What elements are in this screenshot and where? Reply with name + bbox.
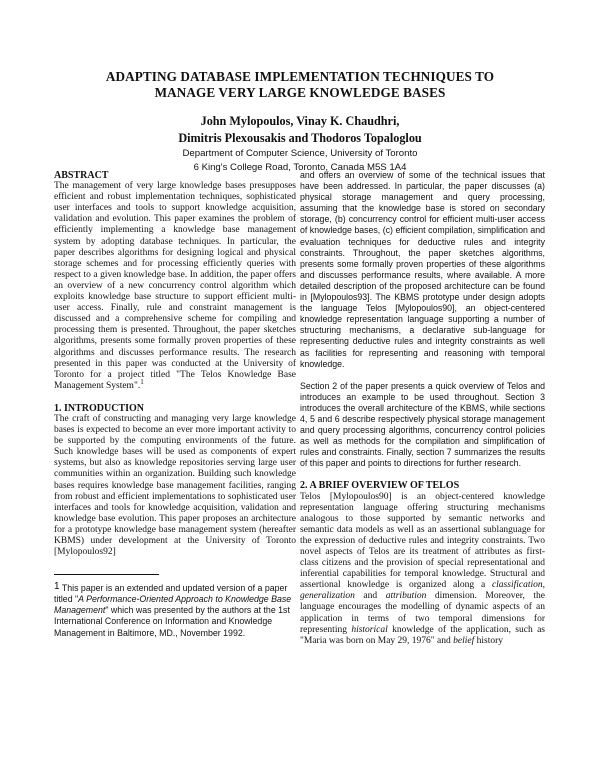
authors-line-1: John Mylopoulos, Vinay K. Chaudhri, (200, 114, 400, 128)
author-list (40, 113, 560, 147)
paper-title (40, 69, 560, 101)
affiliation-line-2: 6 King's College Road, Toronto, Canada M5S 1A4 (193, 161, 407, 173)
telos-text-3: knowledge of the application, such as "Maria was born on May 29, 1976" and (300, 624, 545, 646)
footnote-text-2: " which was presented by the authors at the 1st International Conference on Information and Knowledge Management in Baltimore, MD., November 1992. (54, 605, 290, 638)
term-historical: historical (351, 624, 388, 635)
intro-text: The craft of constructing and managing very large knowledge bases is expected to become an ever more important activity to be supported by the computing environments of the future. Such knowledge bases will be used as components of expert systems, but also as knowledge repositories serving large user communities within an organization. Building such knowledge bases requires knowledge base management facilities, ranging from robust and efficient implementations to sophisticated user interfaces and tools for knowledge acquisition, validation and knowledge base evolution. This paper proposes an architecture for a prototype knowledge base management system (hereafter KBMS) under development at the University of Toronto [Mylopoulos92] (54, 413, 296, 558)
paper-outline: Section 2 of the paper presents a quick overview of Telos and introduces an example to be used throughout. Section 3 introduces the overall architecture of the KBMS, while sections 4, 5 and 6 describe respectively physical storage management and query processing algorithms, concurrency control policies as well as methods for the compilation and simplification of rules and constraints. Finally, section 7 summarizes the results of this paper and points to directions for further research. (300, 380, 545, 469)
telos-and: and (354, 591, 386, 602)
telos-overview (300, 492, 545, 647)
authors-line-2: Dimitris Plexousakis and Thodoros Topaloglou (178, 131, 422, 145)
abstract-text (54, 181, 296, 392)
title-line-1: ADAPTING DATABASE IMPLEMENTATION TECHNIQUES TO (105, 69, 495, 84)
intro-heading: 1. INTRODUCTION (54, 402, 145, 414)
footnote-ref[interactable]: 1 (140, 377, 144, 386)
intro-continued: and offers an overview of some of the technical issues that have been addressed. In particular, the paper discusses (a) physical storage management and query processing, assuming that the knowledge base is stored on secondary storage, (b) concurrency control for efficient multi-user access of knowledge bases, (c) efficient compilation, simplification and evaluation techniques for deductive rules and integrity constraints. Throughout, the paper sketches algorithms, presents some formally proven properties of these algorithms and discusses performance results, where available. A more detailed description of the proposed architecture can be found in [Mylopoulos93]. The KBMS prototype under design adopts the language Telos [Mylopoulos90], an object-centered knowledge representation language supporting a number of structuring mechanisms, a declarative sub-language for representing deductive rules and integrity constraints as well as facilities for representing and reasoning with temporal knowledge. (300, 170, 545, 369)
telos-text-1: Telos [Mylopoulos90] is an object-centered knowledge representation language offering structuring mechanisms analogous to those supported by semantic networks and semantic data models as well as an assertional sublanguage for the expression of deductive rules and integrity constraints. Two novel aspects of Telos are its treatment of attributes as first-class citizens and the provision of special representational and inferential capabilities for temporal knowledge. Structural and assertional knowledge is organized along a (300, 491, 545, 591)
right-column (300, 170, 545, 647)
abstract-body: The management of very large knowledge bases presupposes efficient and robust implementation techniques, sophisticated user interfaces and tools to support knowledge acquisition, validation and evolution. This paper examines the problem of efficiently implementing a knowledge base management system by adopting database techniques. In particular, the paper describes algorithms for designing logical and physical storage schemes and for processing efficiently queries with respect to a given knowledge base. In addition, the paper offers an overview of a new concurrency control algorithm which exploits knowledge base structure to support efficient multi-user access. Finally, rule and constraint management is discussed and a comprehensive scheme for compiling and processing them is presented. Throughout, the paper sketches algorithms, presents some formally proven properties of these algorithms and discusses performance results. The research presented in this paper was conducted at the University of Toronto for a project titled "The Telos Knowledge Base Management System". (54, 181, 296, 391)
telos-text-4: history (474, 635, 504, 646)
term-generalization: generalization (300, 591, 355, 602)
term-attribution: attribution (385, 591, 427, 602)
footnote (54, 581, 296, 638)
affiliation-line-1: Department of Computer Science, University of Toronto (182, 148, 418, 159)
term-classification: classification (491, 580, 543, 591)
abstract-heading: ABSTRACT (54, 170, 109, 181)
telos-heading: 2. A BRIEF OVERVIEW OF TELOS (300, 480, 460, 492)
footnote-paper-title: A Performance-Oriented Approach to Knowledge Base Management (54, 594, 292, 616)
footnote-text-1: This paper is an extended and updated version of a paper titled " (54, 583, 288, 605)
footnote-mark: 1 (54, 581, 60, 593)
footnote-divider (54, 574, 159, 575)
term-belief: belief (453, 635, 475, 646)
telos-text-2: dimension. Moreover, the language encourages the modelling of dynamic aspects of an application in terms of two temporal dimensions for representing (300, 591, 546, 635)
telos-comma: , (542, 580, 545, 591)
title-line-2: MANAGE VERY LARGE KNOWLEDGE BASES (154, 85, 446, 100)
left-column (54, 170, 296, 639)
